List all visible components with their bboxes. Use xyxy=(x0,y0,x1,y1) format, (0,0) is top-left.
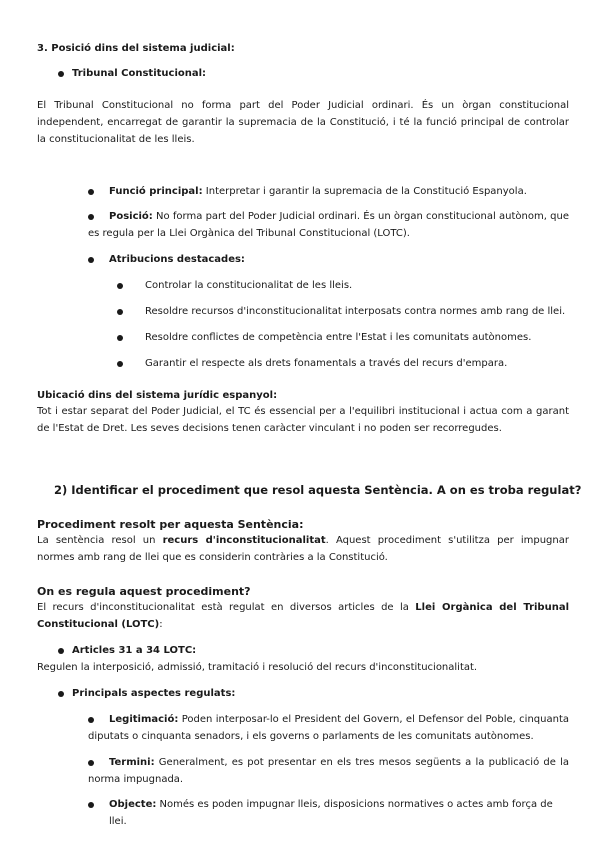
termini-text: Generalment, es pot presentar en els tres mesos següents a la publicació de la norma impugnada. xyxy=(88,757,569,785)
posicio-text: No forma part del Poder Judicial ordinari. És un òrgan constitucional autònom, que es regula per la Llei Orgànica del Tribunal Constitucional (LOTC). xyxy=(88,211,569,239)
termini-item xyxy=(88,754,569,788)
proc-paragraph xyxy=(37,532,569,566)
proc-text-bold: recurs d'inconstitucionalitat xyxy=(162,535,326,546)
bullet-icon xyxy=(88,802,94,808)
atribucio-item: Resoldre recursos d'inconstitucionalitat interposats contra normes amb rang de llei. xyxy=(145,306,566,317)
reg-paragraph xyxy=(37,599,569,633)
funcio-label: Funció principal: xyxy=(109,186,203,197)
bullet-icon xyxy=(117,361,123,367)
bullet-icon xyxy=(117,283,123,289)
ubicacio-heading: Ubicació dins del sistema jurídic espanyol: xyxy=(37,390,278,401)
termini-label: Termini: xyxy=(109,757,155,768)
section2-heading: 2) Identificar el procediment que resol aquesta Sentència. A on es troba regulat? xyxy=(54,483,582,497)
legit-text: Poden interposar-lo el President del Govern, el Defensor del Poble, cinquanta diputats o cinquanta senadors, i els governs o parlaments de les comunitats autònomes. xyxy=(88,714,569,742)
objecte-text: Només es poden impugnar lleis, disposicions normatives o actes amb força de llei. xyxy=(109,799,553,827)
funcio-text: Interpretar i garantir la supremacia de la Constitució Espanyola. xyxy=(202,186,527,197)
proc-text-b: . Aquest procediment s'utilitza per impugnar normes amb rang de llei que es considerin contràries a la Constitució. xyxy=(37,535,569,563)
funcio-item xyxy=(109,183,569,200)
section3-heading: 3. Posició dins del sistema judicial: xyxy=(37,43,235,54)
atribucio-item: Controlar la constitucionalitat de les lleis. xyxy=(145,280,353,291)
bullet-icon xyxy=(117,309,123,315)
atribucions-label: Atribucions destacades: xyxy=(109,254,245,265)
reg-text-b: : xyxy=(159,619,163,630)
posicio-label: Posició: xyxy=(109,211,153,222)
articles-label: Articles 31 a 34 LOTC: xyxy=(72,645,197,656)
ubicacio-paragraph: Tot i estar separat del Poder Judicial, el TC és essencial per a l'equilibri institucional i actua com a garant de l'Estat de Dret. Les seves decisions tenen caràcter vinculant i no poden ser recorregudes. xyxy=(37,406,569,434)
legit-label: Legitimació: xyxy=(109,714,179,725)
tc-bullet-label: Tribunal Constitucional: xyxy=(72,68,207,79)
bullet-icon xyxy=(58,71,64,77)
reg-text-bold: Llei Orgànica del Tribunal Constitucional (LOTC) xyxy=(37,602,569,630)
tc-intro-paragraph: El Tribunal Constitucional no forma part del Poder Judicial ordinari. És un òrgan constitucional independent, encarregat de garantir la supremacia de la Constitució, i té la funció principal de controlar la constitucionalitat de les lleis. xyxy=(37,100,569,145)
bullet-icon xyxy=(58,691,64,697)
atribucio-item: Garantir el respecte als drets fonamentals a través del recurs d'empara. xyxy=(145,358,508,369)
bullet-icon xyxy=(58,648,64,654)
bullet-icon xyxy=(88,257,94,263)
proc-heading: Procediment resolt per aquesta Sentència: xyxy=(37,518,304,531)
bullet-icon xyxy=(88,189,94,195)
reg-heading: On es regula aquest procediment? xyxy=(37,585,251,598)
objecte-label: Objecte: xyxy=(109,799,157,810)
objecte-item xyxy=(109,796,569,830)
reg-text-a: El recurs d'inconstitucionalitat està regulat en diversos articles de la xyxy=(37,602,416,613)
posicio-item xyxy=(88,208,569,242)
legitimacio-item xyxy=(88,711,569,745)
aspectes-label: Principals aspectes regulats: xyxy=(72,688,236,699)
atribucio-item: Resoldre conflictes de competència entre l'Estat i les comunitats autònomes. xyxy=(145,332,532,343)
proc-text-a: La sentència resol un xyxy=(37,535,163,546)
articles-text: Regulen la interposició, admissió, tramitació i resolució del recurs d'inconstitucionalitat. xyxy=(37,662,478,673)
bullet-icon xyxy=(117,335,123,341)
